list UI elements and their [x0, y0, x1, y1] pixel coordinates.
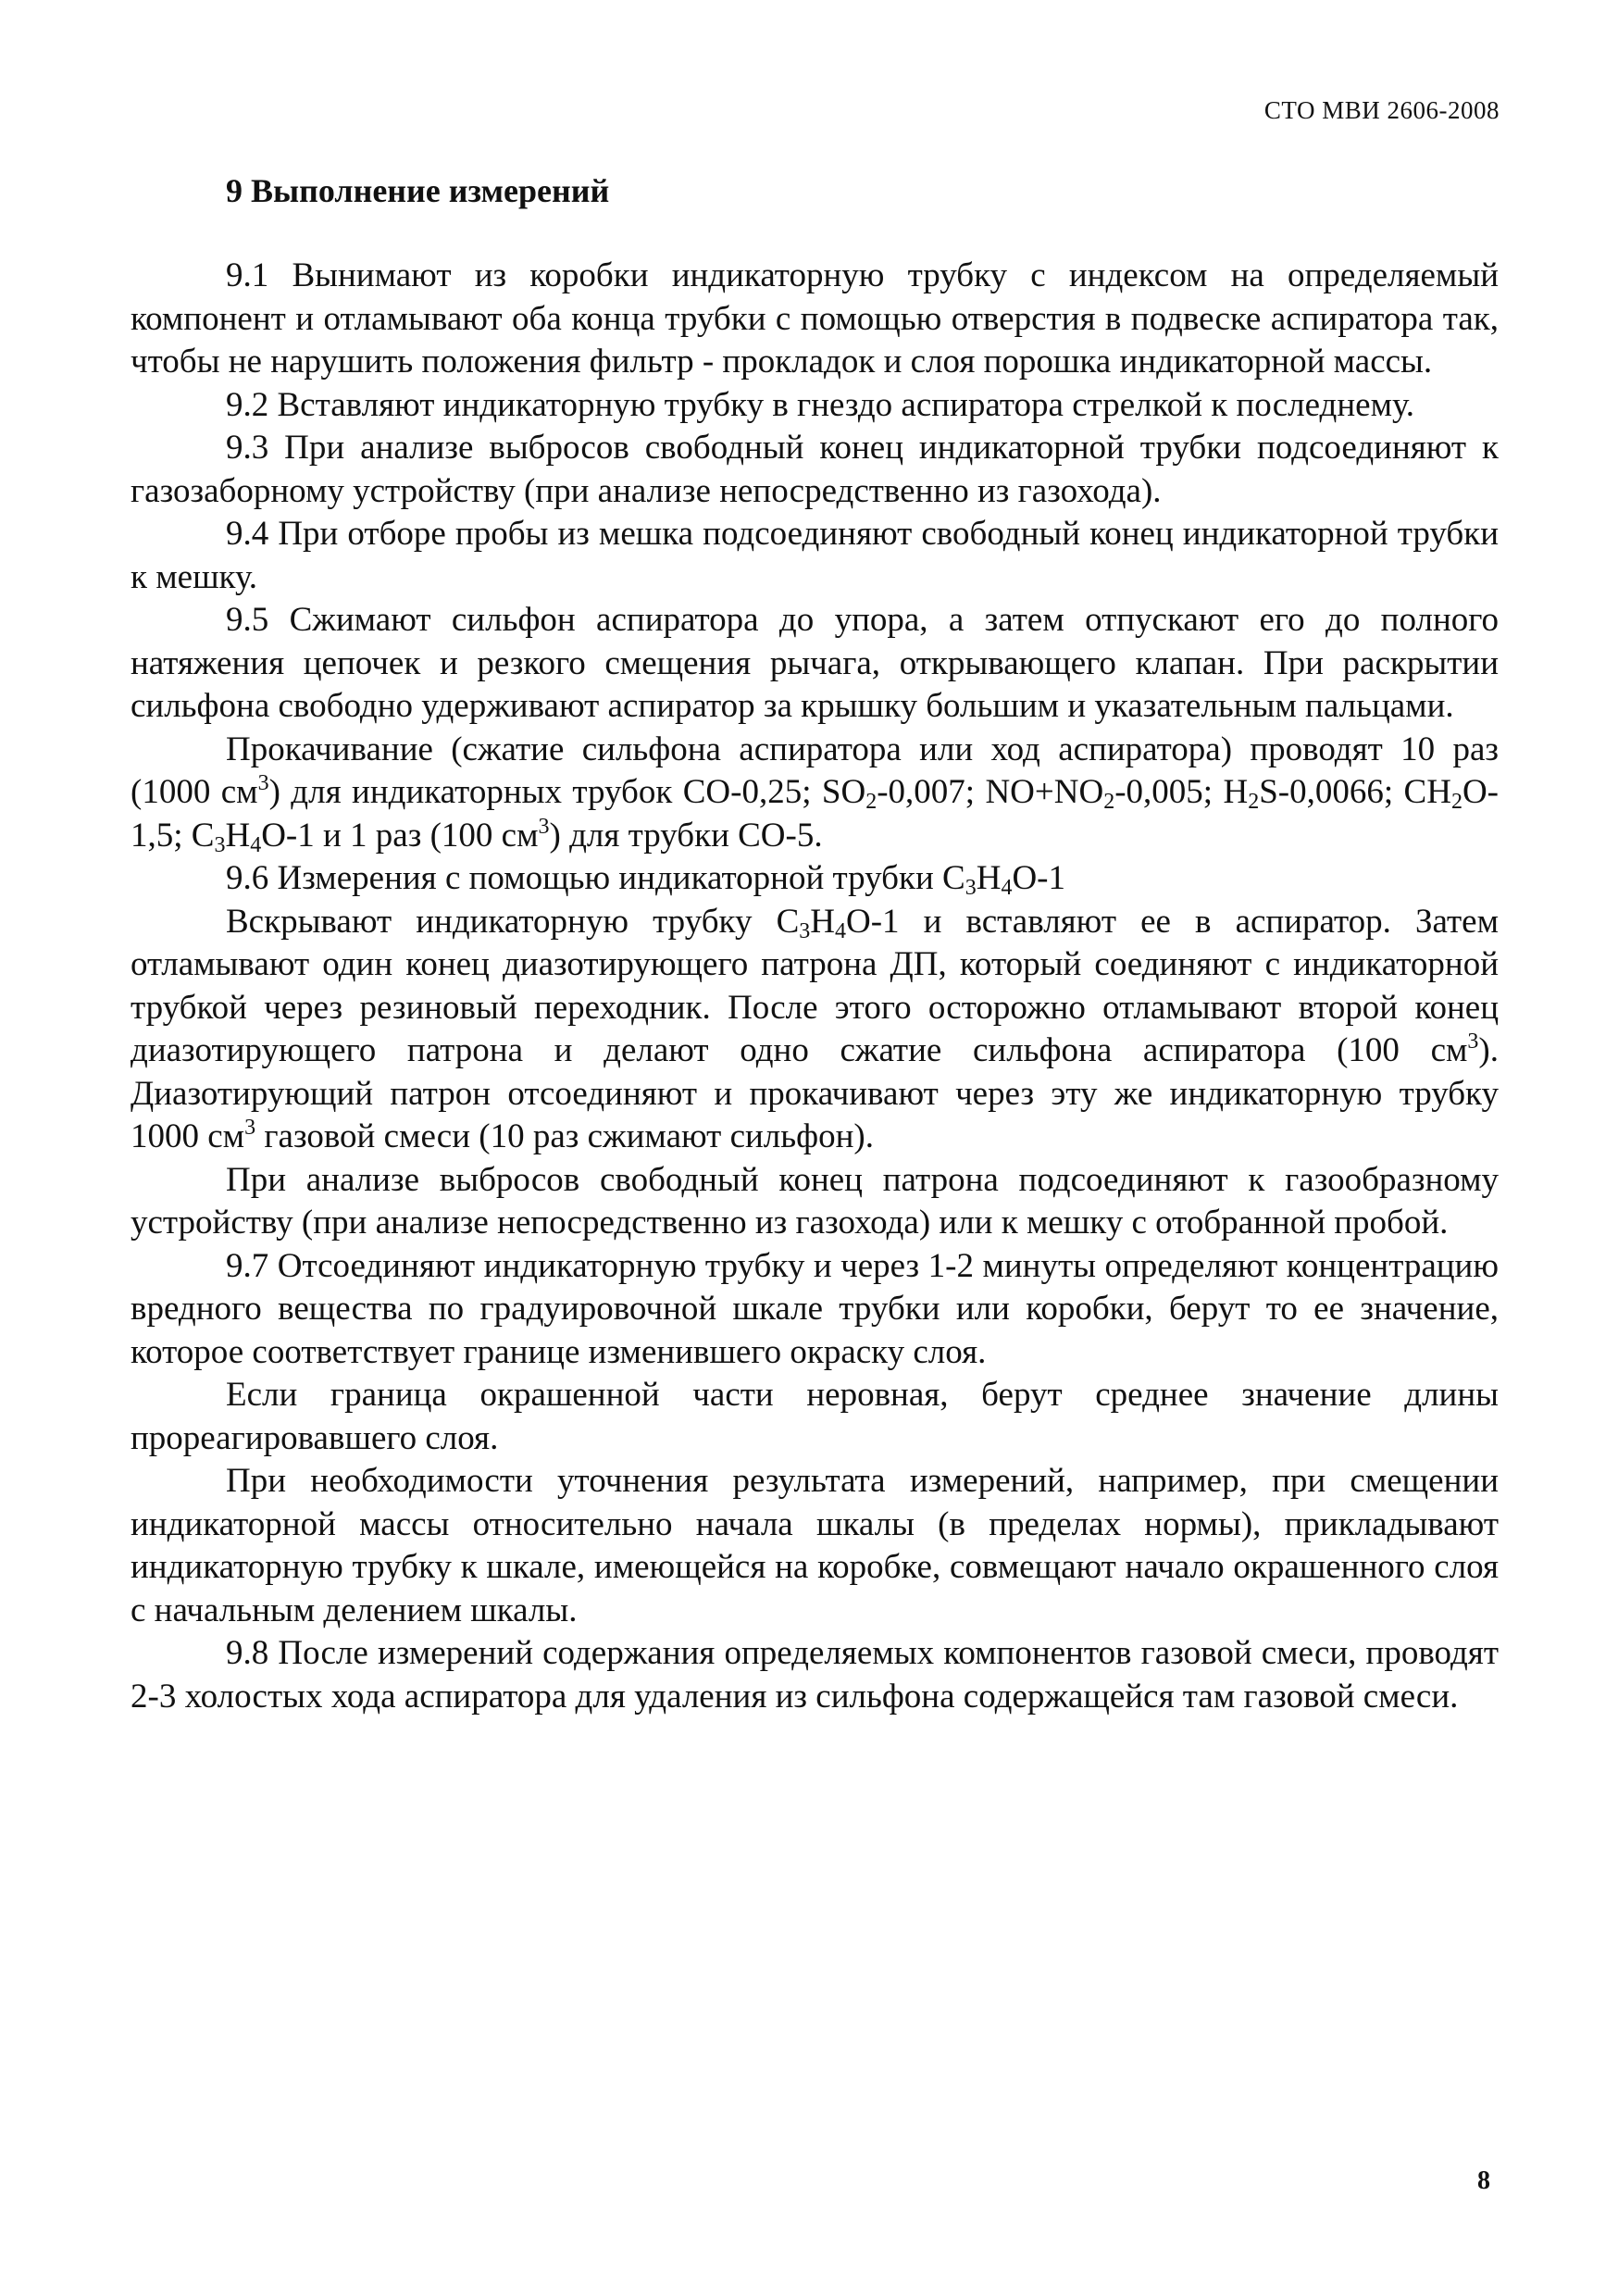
paragraph-emissions: При анализе выбросов свободный конец патрона подсоединяют к газообразному устройству (при анализе непосредственно из газохода) или к мешку с отобранной пробой.	[131, 1160, 1499, 1242]
paragraph-9-6: 9.6 Измерения с помощью индикаторной трубки $C_3H_4O-1$	[226, 859, 1065, 900]
paragraph-refinement: При необходимости уточнения результата измерений, например, при смещении индикаторной массы относительно начала шкалы (в пределах нормы), прикладывают индикаторную трубку к шкале, имеющейся на коробке, совмещают начало окрашенного слоя с начальным делением шкалы.	[131, 1462, 1499, 1629]
paragraph-9-8: 9.8 После измерений содержания определяемых компонентов газовой смеси, проводят 2-3 холостых хода аспиратора для удаления из сильфона содержащейся там газовой смеси.	[131, 1634, 1499, 1716]
paragraph-9-7: 9.7 Отсоединяют индикаторную трубку и через 1-2 минуты определяют концентрацию вредного вещества по градуировочной шкале трубки или коробки, берут то ее значение, которое соответствует границе изменившего окраску слоя.	[131, 1246, 1499, 1371]
paragraph-9-2: 9.2 Вставляют индикаторную трубку в гнездо аспиратора стрелкой к последнему.	[226, 385, 1415, 424]
paragraph-9-1: 9.1 Вынимают из коробки индикаторную трубку с индексом на определяемый компонент и отламывают оба конца трубки с помощью отверстия в подвеске аспиратора так, чтобы не нарушить положения фильтр - прокладок и слоя порошка индикаторной массы.	[131, 256, 1499, 381]
section-title: 9 Выполнение измерений	[226, 172, 610, 209]
paragraph-9-4: 9.4 При отборе пробы из мешка подсоединяют свободный конец индикаторной трубки к мешку.	[131, 515, 1499, 596]
paragraph-uneven-boundary: Если граница окрашенной части неровная, берут среднее значение длины прореагировавшего слоя.	[131, 1376, 1499, 1457]
paragraph-opening: Вскрывают индикаторную трубку $C_3H_4O-1$ и вставляют ее в аспиратор. Затем отламывают один конец диазотирующего патрона ДП, который соединяют с индикаторной трубкой через резиновый переходник. После этого осторожно отламывают второй конец диазотирующего патрона и делают одно сжатие сильфона аспиратора (100 $см^3$). Диазотирующий патрон отсоединяют и прокачивают через эту же индикаторную трубку 1000 $см^3$ газовой смеси (10 раз сжимают сильфон).	[131, 902, 1499, 1155]
document-code: СТО МВИ 2606-2008	[1263, 96, 1500, 124]
page-number: 8	[1477, 2166, 1490, 2195]
section-body	[131, 255, 1499, 1718]
paragraph-pumping: Прокачивание (сжатие сильфона аспиратора или ход аспиратора) проводят 10 раз (1000 $см^3$) для индикаторных трубок СО-0,25; $SO_2-0,007$; $NO+NO_2-0,005$; $H_2S-0,0066$; $CH_2O-1,5$; $C_3H_4O-1$ и 1 раз (100 $см^3$) для трубки СО-5.	[131, 730, 1499, 857]
paragraph-9-3: 9.3 При анализе выбросов свободный конец индикаторной трубки подсоединяют к газозаборному устройству (при анализе непосредственно из газохода).	[131, 429, 1499, 510]
paragraph-9-5: 9.5 Сжимают сильфон аспиратора до упора, а затем отпускают его до полного натяжения цепочек и резкого смещения рычага, открывающего клапан. При раскрытии сильфона свободно удерживают аспиратор за крышку большим и указательным пальцами.	[131, 601, 1499, 725]
